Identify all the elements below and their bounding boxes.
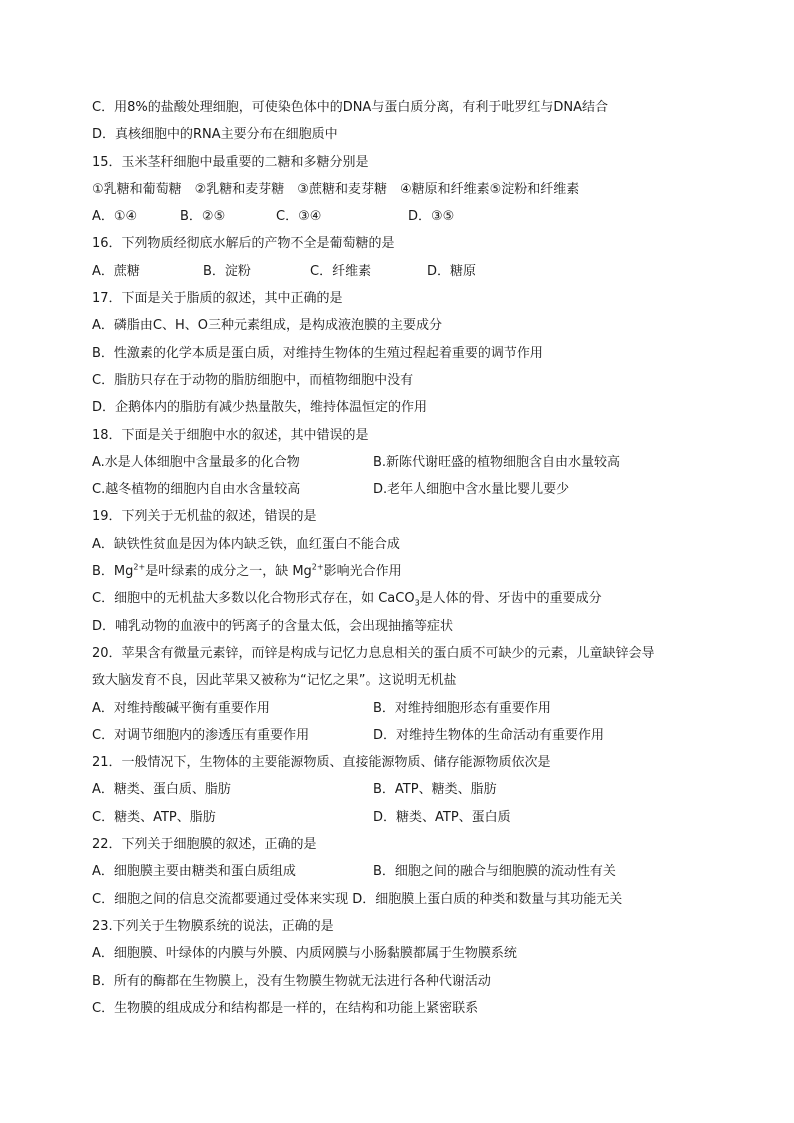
q19-option-c-text-1: C．细胞中的无机盐大多数以化合物形式存在，如 CaCO (92, 591, 415, 607)
q16-options (92, 258, 712, 285)
q18-options-cd (92, 476, 712, 503)
q18-stem: 18．下面是关于细胞中水的叙述，其中错误的是 (92, 427, 369, 443)
q22-option-b: B．细胞之间的融合与细胞膜的流动性有关 (373, 864, 616, 880)
q18-option-a: A.水是人体细胞中含量最多的化合物 (92, 454, 300, 470)
q18-option-d: D.老年人细胞中含水量比婴儿要少 (373, 482, 570, 498)
q19-option-b-text-3: 影响光合作用 (323, 564, 402, 580)
q20-option-a: A．对维持酸碱平衡有重要作用 (92, 700, 270, 716)
q20-option-d: D．对维持生物体的生命活动有重要作用 (373, 727, 605, 743)
q19-option-c-subscript: 3 (414, 598, 420, 608)
q16-option-c: C．纤维素 (310, 263, 372, 279)
q21-options-ab (92, 776, 712, 803)
q18-options-ab (92, 449, 712, 476)
q23-option-a: A．细胞膜、叶绿体的内膜与外膜、内质网膜与小肠黏膜都属于生物膜系统 (92, 946, 517, 962)
q21-option-b: B．ATP、糖类、脂肪 (373, 782, 497, 798)
q22-stem: 22．下列关于细胞膜的叙述，正确的是 (92, 837, 317, 853)
q19-stem: 19．下列关于无机盐的叙述，错误的是 (92, 509, 317, 525)
q22-options-ab (92, 858, 712, 885)
q23-option-c: C．生物膜的组成成分和结构都是一样的，在结构和功能上紧密联系 (92, 1000, 479, 1016)
q20-option-b: B．对维持细胞形态有重要作用 (373, 700, 551, 716)
q15-option-d: D．③⑤ (408, 209, 455, 225)
q19-option-b-superscript-1: 2+ (133, 562, 146, 572)
q15-option-c: C．③④ (276, 209, 322, 225)
q21-option-d: D．糖类、ATP、蛋白质 (373, 809, 511, 825)
q21-option-c: C．糖类、ATP、脂肪 (92, 809, 216, 825)
q15-stem: 15．玉米茎秆细胞中最重要的二糖和多糖分别是 (92, 154, 369, 170)
q20-options-cd (92, 722, 712, 749)
q18-option-c: C.越冬植物的细胞内自由水含量较高 (92, 482, 301, 498)
q21-options-cd (92, 804, 712, 831)
q15-option-a: A．①④ (92, 209, 138, 225)
q20-option-c: C．对调节细胞内的渗透压有重要作用 (92, 727, 310, 743)
exam-page (92, 94, 712, 1022)
q17-stem: 17．下面是关于脂质的叙述，其中正确的是 (92, 291, 343, 307)
q19-option-c (92, 585, 712, 612)
q22-option-a: A．细胞膜主要由糖类和蛋白质组成 (92, 864, 296, 880)
q21-option-a: A．糖类、蛋白质、脂肪 (92, 782, 231, 798)
q22-options-cd: C．细胞之间的信息交流都要通过受体来实现 D．细胞膜上蛋白质的种类和数量与其功能无关 (92, 891, 623, 907)
q19-option-d: D．哺乳动物的血液中的钙离子的含量太低，会出现抽搐等症状 (92, 618, 454, 634)
q14-option-c: C．用8%的盐酸处理细胞，可使染色体中的DNA与蛋白质分离，有利于吡罗红与DNA结合 (92, 100, 608, 115)
q16-option-b: B．淀粉 (203, 263, 251, 279)
q17-option-c: C．脂肪只存在于动物的脂肪细胞中，而植物细胞中没有 (92, 372, 414, 388)
q16-option-d: D．糖原 (427, 263, 477, 279)
q23-option-b: B．所有的酶都在生物膜上，没有生物膜生物就无法进行各种代谢活动 (92, 973, 491, 989)
q20-options-ab (92, 695, 712, 722)
q19-option-b-text-1: B．Mg (92, 564, 134, 580)
q19-option-c-text-2: 是人体的骨、牙齿中的重要成分 (419, 591, 602, 607)
q17-option-a: A．磷脂由C、H、O三种元素组成，是构成液泡膜的主要成分 (92, 318, 442, 334)
q16-stem: 16．下列物质经彻底水解后的产物不全是葡萄糖的是 (92, 236, 395, 252)
q20-stem-line-1: 20．苹果含有微量元素锌，而锌是构成与记忆力息息相关的蛋白质不可缺少的元素，儿童缺锌会导 (92, 645, 655, 661)
q15-option-b: B．②⑤ (180, 209, 226, 225)
q20-stem-line-2: 致大脑发育不良，因此苹果又被称为“记忆之果”。这说明无机盐 (92, 673, 457, 689)
q18-option-b: B.新陈代谢旺盛的植物细胞含自由水量较高 (373, 454, 621, 470)
q23-stem: 23.下列关于生物膜系统的说法，正确的是 (92, 918, 334, 934)
q14-option-d: D．真核细胞中的RNA主要分布在细胞质中 (92, 127, 338, 143)
q19-option-a: A．缺铁性贫血是因为体内缺乏铁，血红蛋白不能合成 (92, 536, 400, 552)
q15-choices-list: ①乳糖和葡萄糖 ②乳糖和麦芽糖 ③蔗糖和麦芽糖 ④糖原和纤维素⑤淀粉和纤维素 (92, 181, 580, 197)
q19-option-b-text-2: 是叶绿素的成分之一，缺 Mg (145, 564, 312, 580)
q19-option-b-superscript-2: 2+ (311, 562, 324, 572)
q19-option-b (92, 558, 712, 585)
q21-stem: 21．一般情况下，生物体的主要能源物质、直接能源物质、储存能源物质依次是 (92, 755, 551, 771)
q17-option-d: D．企鹅体内的脂肪有减少热量散失，维持体温恒定的作用 (92, 400, 428, 416)
q16-option-a: A．蔗糖 (92, 263, 140, 279)
q17-option-b: B．性激素的化学本质是蛋白质，对维持生物体的生殖过程起着重要的调节作用 (92, 345, 543, 361)
q15-options (92, 203, 712, 230)
